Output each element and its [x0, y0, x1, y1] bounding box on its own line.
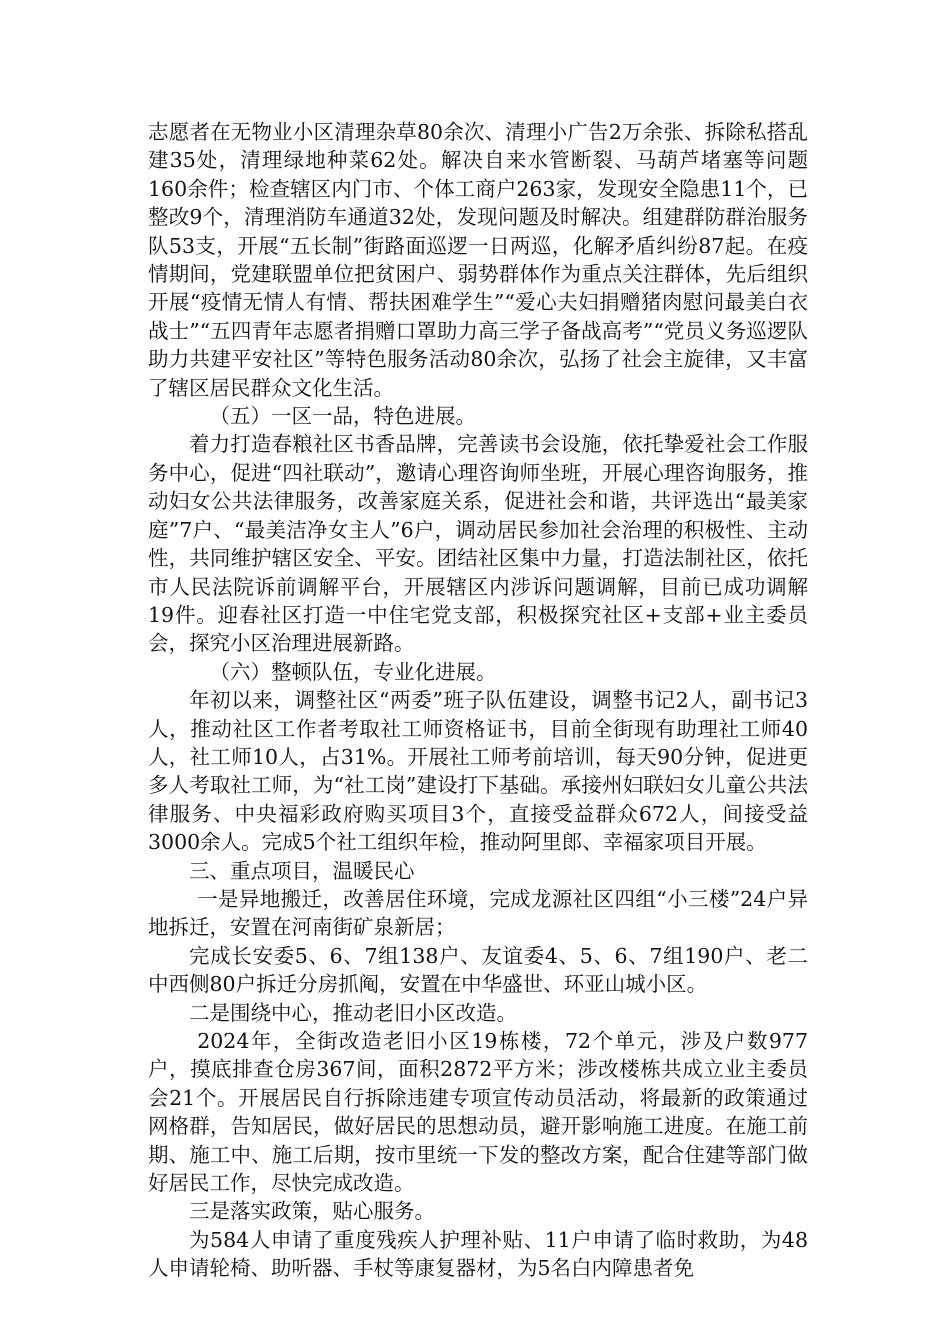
- section-heading-three: 三、重点项目，温暖民心: [189, 858, 415, 883]
- section-heading-five: （五）一区一品，特色进展。: [209, 404, 476, 429]
- section-heading-six: （六）整顿队伍，专业化进展。: [209, 659, 497, 684]
- paragraph-demolition-housing: 完成长安委5、6、7组138户、友谊委4、5、6、7组190户、老二中西侧80户拆迁分房抓阄，安置在中华盛世、环亚山城小区。: [148, 943, 808, 997]
- paragraph-sanitation-stats: 志愿者在无物业小区清理杂草80余次、清理小广告2万余张、拆除私搭乱建35处，清理绿地种菜62处。解决自来水管断裂、马葫芦堵塞等问题160余件；检查辖区内门市、个体工商户263家，发现安全隐患11个，已整改9个，清理消防车通道32处，发现问题及时解决。组建群防群治服务队53支，开展“五长制”街路面巡逻一日两巡，化解矛盾纠纷87起。在疫情期间，党建联盟单位把贫困户、弱势群体作为重点关注群体，先后组织开展“疫情无情人有情、帮扶困难学生”“爱心夫妇捐赠猪肉慰问最美白衣战士”“五四青年志愿者捐赠口罩助力高三学子备战高考”“党员义务巡逻队助力共建平安社区”等特色服务活动80余次，弘扬了社会主旋律，又丰富了辖区居民群众文化生活。: [148, 120, 808, 400]
- paragraph-relocation: 一是异地搬迁，改善居住环境，完成龙源社区四组“小三楼”24户异地拆迁，安置在河南街矿泉新居；: [148, 886, 808, 940]
- paragraph-renovation-details: 2024年，全街改造老旧小区19栋楼，72个单元，涉及户数977户，摸底排查仓房367间，面积2872平方米；涉改楼栋共成立业主委员会21个。开展居民自行拆除违建专项宣传动员活动，将最新的政策通过网格群，告知居民，做好居民的思想动员，避开影响施工进度。在施工前期、施工中、施工后期，按市里统一下发的整改方案，配合住建等部门做好居民工作，尽快完成改造。: [148, 1029, 808, 1196]
- paragraph-community-brand: 着力打造春粮社区书香品牌，完善读书会设施，依托挚爱社会工作服务中心，促进“四社联动”，邀请心理咨询师坐班，开展心理咨询服务，推动妇女公共法律服务，改善家庭关系，促进社会和谐，共评选出“最美家庭”7户、“最美洁净女主人”6户，调动居民参加社会治理的积极性、主动性，共同维护辖区安全、平安。团结社区集中力量，打造法制社区，依托市人民法院诉前调解平台，开展辖区内涉诉问题调解，目前已成功调解19件。迎春社区打造一中住宅党支部，积极探究社区+支部+业主委员会，探究小区治理进展新路。: [148, 432, 808, 656]
- subheading-renovation: 二是围绕中心，推动老旧小区改造。: [189, 1000, 517, 1025]
- document-body: [148, 118, 808, 1283]
- paragraph-team-building: 年初以来，调整社区“两委”班子队伍建设，调整书记2人，副书记3人，推动社区工作者考取社工师资格证书，目前全街现有助理社工师40人，社工师10人，占31%。开展社工师考前培训，每天90分钟，促进更多人考取社工师，为“社工岗”建设打下基础。承接州妇联妇女儿童公共法律服务、中央福彩政府购买项目3个，直接受益群众672人，间接受益3000余人。完成5个社工组织年检，推动阿里郎、幸福家项目开展。: [148, 688, 808, 855]
- subheading-policy-service: 三是落实政策，贴心服务。: [189, 1199, 435, 1224]
- paragraph-subsidies: 为584人申请了重度残疾人护理补贴、11户申请了临时救助，为48人申请轮椅、助听器、手杖等康复器材，为5名白内障患者免: [148, 1227, 808, 1281]
